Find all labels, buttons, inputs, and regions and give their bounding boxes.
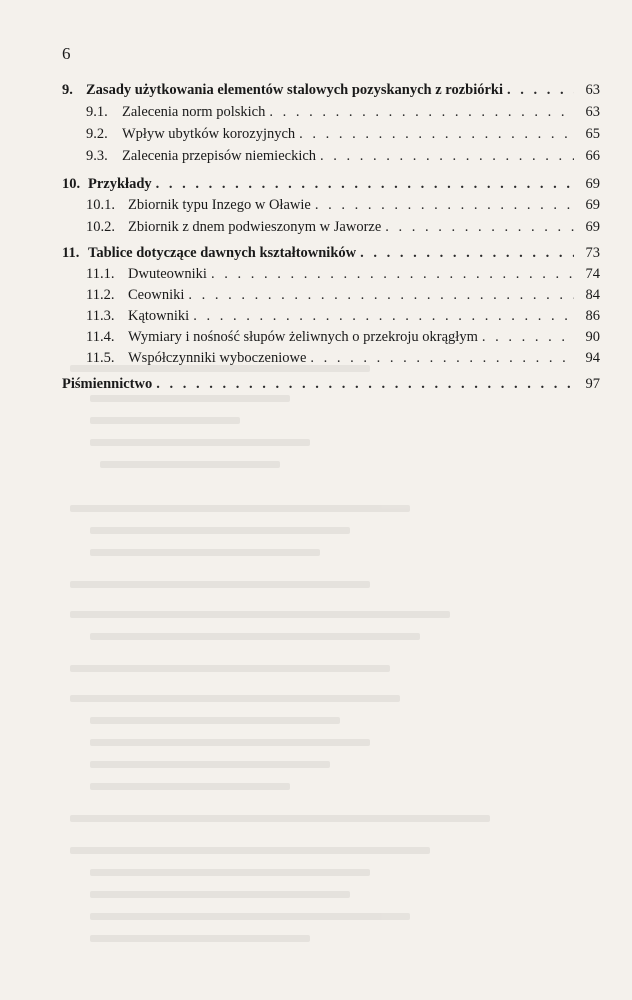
toc-item-11-2[interactable] [86,287,600,304]
toc-item-11-4[interactable] [86,329,600,346]
toc-item-9-3[interactable] [86,148,600,165]
page-ref: 73 [585,245,600,261]
page-ref: 86 [585,308,600,324]
dot-leader [360,245,574,262]
item-number: 11.3. [86,308,115,324]
toc-chapter-10[interactable] [62,176,600,193]
item-number: 11.2. [86,287,115,303]
item-title: Dwuteowniki [128,266,207,282]
item-number: 11.4. [86,329,115,345]
toc-item-9-1[interactable] [86,104,600,121]
page-ref: 66 [585,148,600,164]
toc-bibliography[interactable] [62,376,600,393]
page-ref: 65 [585,126,600,142]
dot-leader [482,329,574,346]
toc-item-10-1[interactable] [86,197,600,214]
dot-leader [385,219,574,236]
dot-leader [193,308,574,325]
item-number: 9.3. [86,148,108,164]
item-title: Ceowniki [128,287,185,303]
chapter-number: 10. [62,176,81,192]
page-ref: 69 [585,197,600,213]
page-ref: 74 [585,266,600,282]
page-ref: 63 [585,82,600,98]
dot-leader [310,350,574,367]
item-number: 10.1. [86,197,115,213]
page-ref: 69 [585,219,600,235]
page-ref: 69 [585,176,600,192]
item-title: Wpływ ubytków korozyjnych [122,126,296,142]
dot-leader [299,126,574,143]
item-title: Wymiary i nośność słupów żeliwnych o przekroju okrągłym [128,329,478,345]
bibliography-title: Piśmiennictwo [62,376,153,392]
dot-leader [269,104,574,121]
page-ref: 97 [585,376,600,392]
dot-leader [156,176,574,193]
toc-item-10-2[interactable] [86,219,600,236]
dot-leader [211,266,574,283]
dot-leader [507,82,574,99]
toc-item-11-5[interactable] [86,350,600,367]
chapter-title: Zasady użytkowania elementów stalowych pozyskanych z rozbiórki [86,82,504,98]
page-ref: 94 [585,350,600,366]
page-ref: 84 [585,287,600,303]
dot-leader [315,197,574,214]
page-ref: 90 [585,329,600,345]
page-ref: 63 [585,104,600,120]
dot-leader [156,376,574,393]
dot-leader [320,148,574,165]
toc-item-11-1[interactable] [86,266,600,283]
item-number: 11.1. [86,266,115,282]
item-title: Zalecenia norm polskich [122,104,266,120]
item-title: Zbiornik z dnem podwieszonym w Jaworze [128,219,382,235]
item-number: 10.2. [86,219,115,235]
item-number: 11.5. [86,350,115,366]
item-title: Zbiornik typu Inzego w Oławie [128,197,311,213]
page-number: 6 [62,44,71,63]
item-title: Zalecenia przepisów niemieckich [122,148,317,164]
toc-chapter-11[interactable] [62,245,600,262]
chapter-number: 9. [62,82,73,98]
item-title: Współczynniki wyboczeniowe [128,350,307,366]
item-number: 9.1. [86,104,108,120]
item-title: Kątowniki [128,308,190,324]
dot-leader [188,287,574,304]
toc-item-9-2[interactable] [86,126,600,143]
chapter-title: Przykłady [88,176,152,192]
chapter-title: Tablice dotyczące dawnych kształtowników [88,245,357,261]
chapter-number: 11. [62,245,80,261]
toc-item-11-3[interactable] [86,308,600,325]
item-number: 9.2. [86,126,108,142]
toc-chapter-9[interactable] [62,82,600,99]
